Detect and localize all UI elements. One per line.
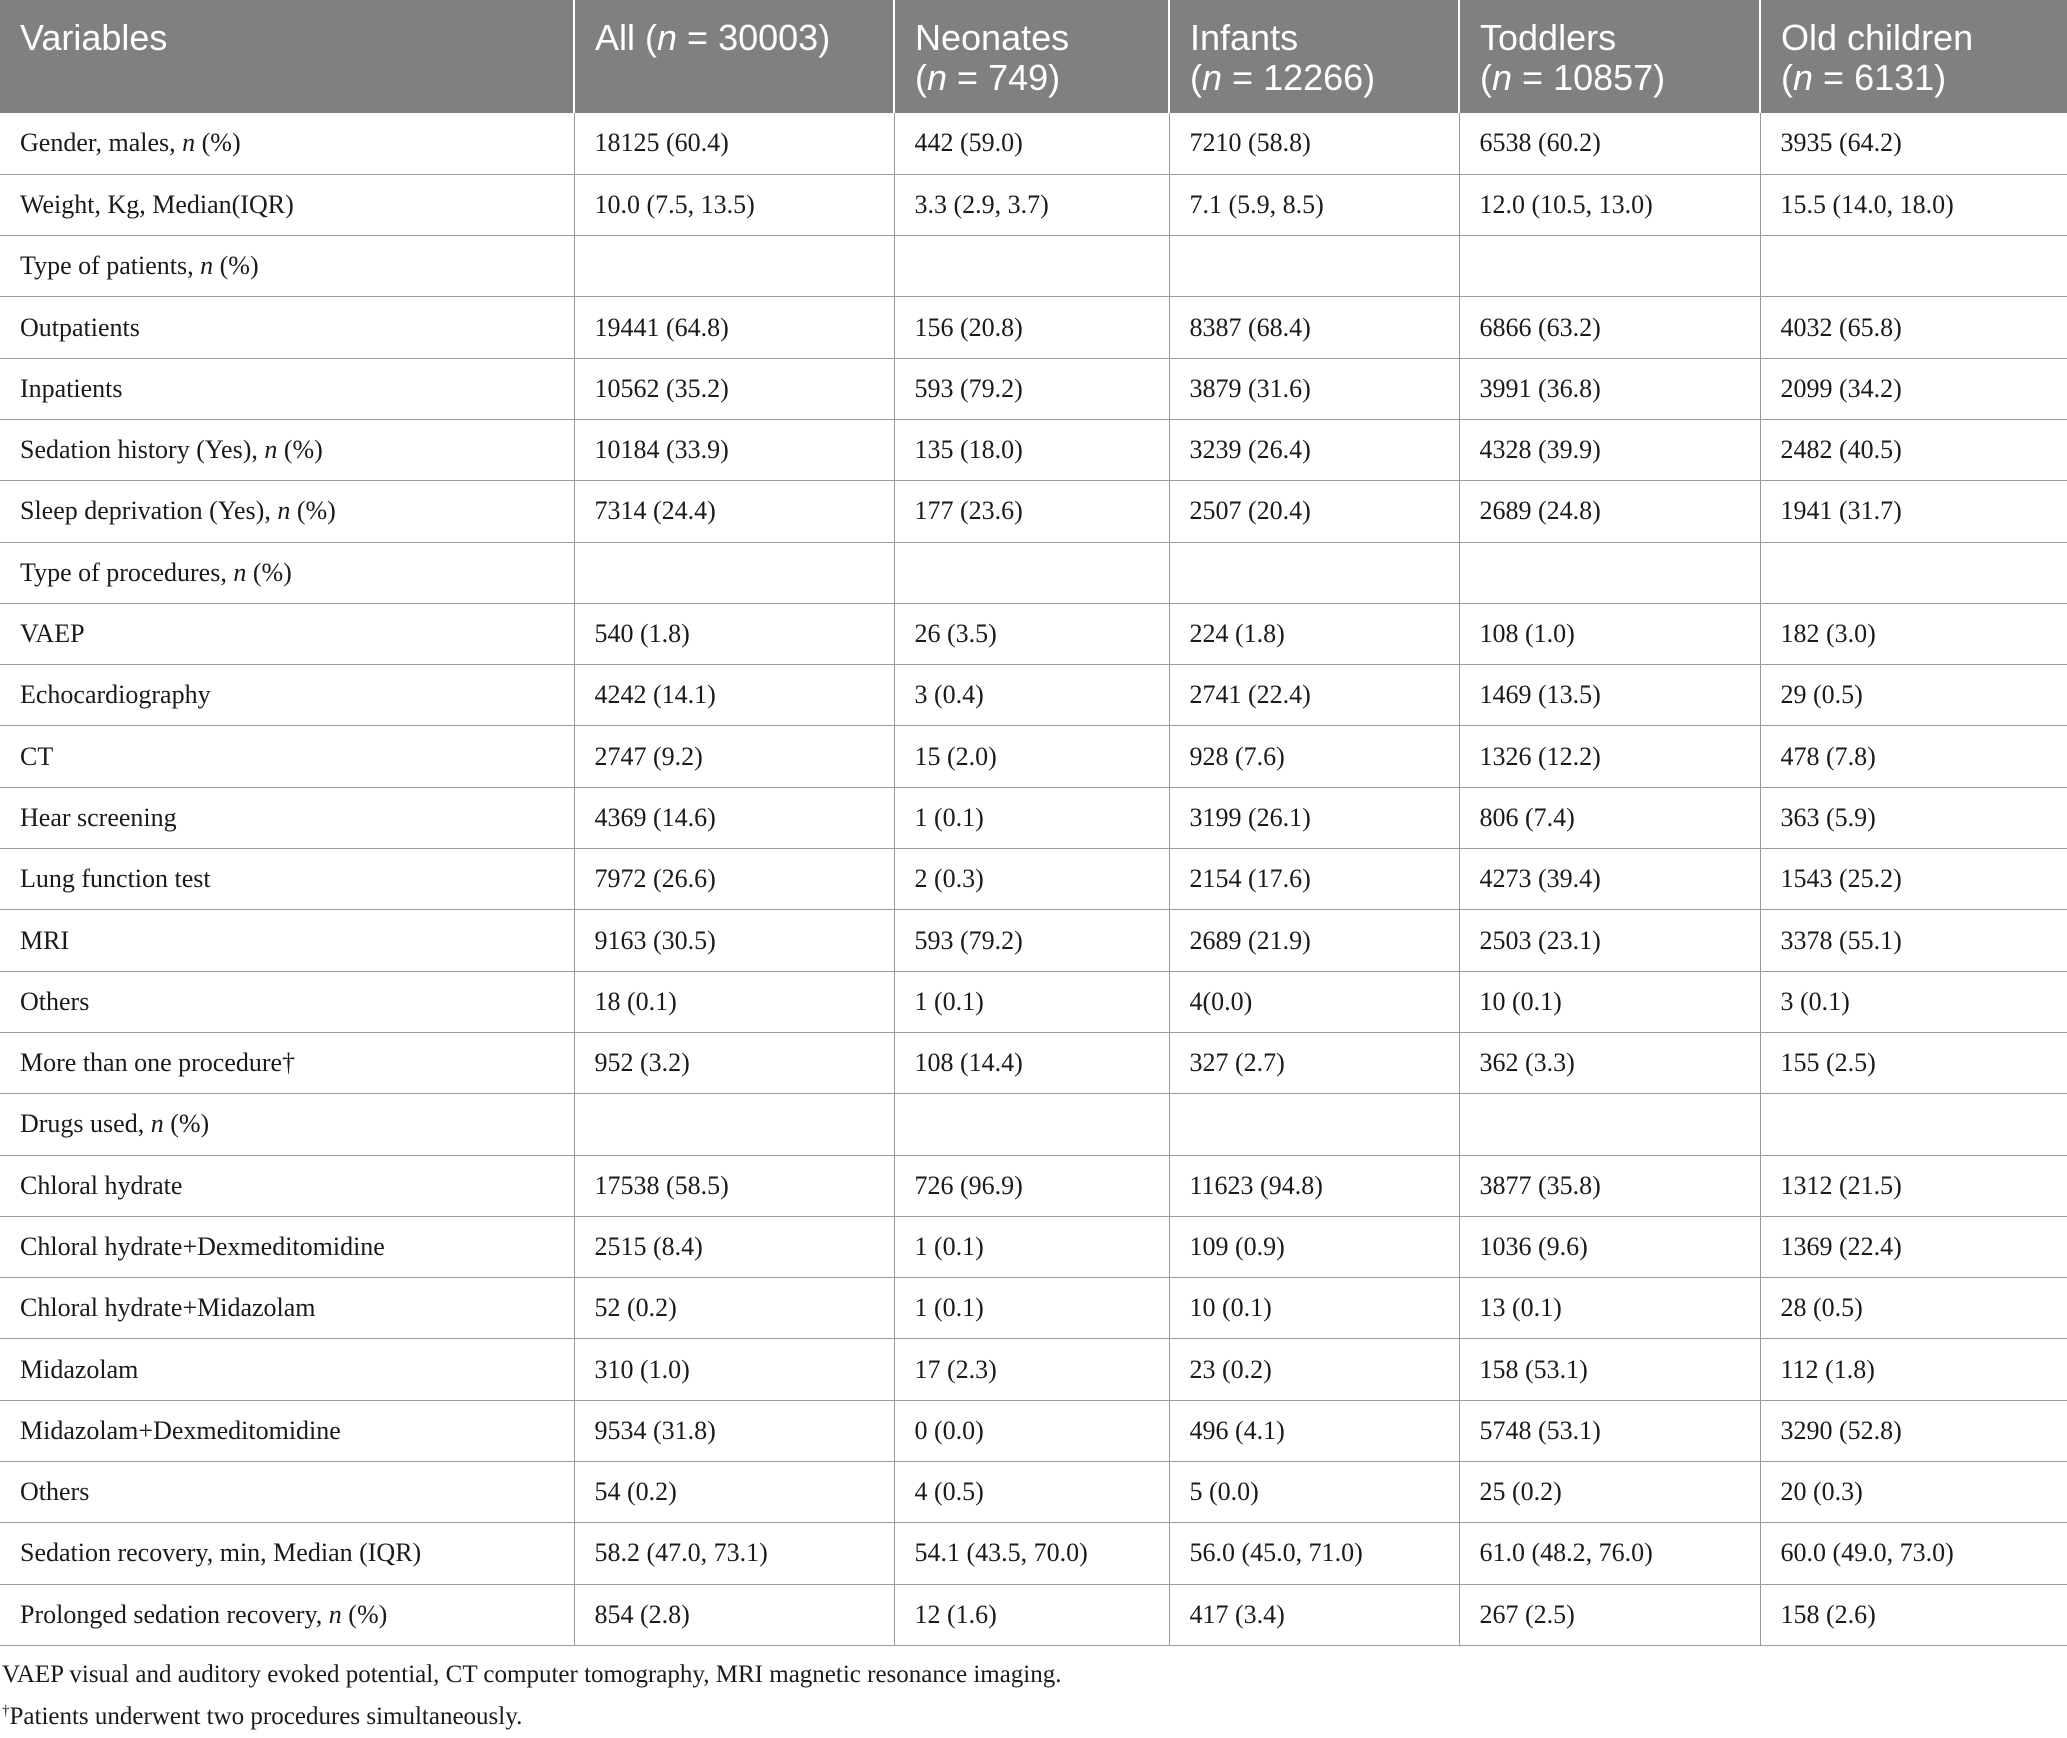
- table-cell: 2747 (9.2): [574, 726, 894, 787]
- table-cell: 726 (96.9): [894, 1155, 1169, 1216]
- table-cell: 158 (53.1): [1459, 1339, 1760, 1400]
- table-cell: 9163 (30.5): [574, 910, 894, 971]
- table-cell: [894, 1094, 1169, 1155]
- row-label-suffix: (%): [341, 1599, 388, 1629]
- table-cell: [1169, 1094, 1459, 1155]
- row-label-text: Sedation history (Yes),: [20, 435, 265, 465]
- table-cell: 2689 (24.8): [1459, 481, 1760, 542]
- column-header-label: Variables: [20, 17, 168, 58]
- row-label: [0, 358, 574, 419]
- table-cell: 52 (0.2): [574, 1278, 894, 1339]
- row-label-suffix: (%): [163, 1109, 210, 1139]
- table-cell: 1 (0.1): [894, 971, 1169, 1032]
- table-cell: 478 (7.8): [1760, 726, 2067, 787]
- table-cell: 1 (0.1): [894, 1278, 1169, 1339]
- table-cell: 26 (3.5): [894, 603, 1169, 664]
- table-cell: [894, 236, 1169, 297]
- table-cell: 56.0 (45.0, 71.0): [1169, 1523, 1459, 1584]
- table-cell: 20 (0.3): [1760, 1462, 2067, 1523]
- table-cell: 3.3 (2.9, 3.7): [894, 174, 1169, 235]
- row-label: Drugs used, n (%): [0, 1094, 574, 1155]
- row-label: [0, 1155, 574, 1216]
- table-cell: 19441 (64.8): [574, 297, 894, 358]
- row-label: [0, 726, 574, 787]
- table-row: [0, 726, 2067, 787]
- dagger-mark: †: [2, 1703, 10, 1719]
- table-cell: 7.1 (5.9, 8.5): [1169, 174, 1459, 235]
- table-row: [0, 1462, 2067, 1523]
- row-label-text: Chloral hydrate+Dexmeditomidine: [20, 1231, 385, 1261]
- table-cell: 108 (14.4): [894, 1032, 1169, 1093]
- table-cell: 17538 (58.5): [574, 1155, 894, 1216]
- table-cell: 5 (0.0): [1169, 1462, 1459, 1523]
- table-row: [0, 1339, 2067, 1400]
- row-label: Gender, males, n (%): [0, 113, 574, 174]
- table-cell: 155 (2.5): [1760, 1032, 2067, 1093]
- table-cell: 12 (1.6): [894, 1584, 1169, 1645]
- row-label-text: CT: [20, 741, 54, 771]
- row-label-text: Type of patients,: [20, 251, 201, 281]
- table-cell: 2099 (34.2): [1760, 358, 2067, 419]
- table-row: [0, 113, 2067, 174]
- table-cell: 182 (3.0): [1760, 603, 2067, 664]
- row-label-text: VAEP: [20, 619, 85, 649]
- table-row: [0, 1523, 2067, 1584]
- row-label-text: Prolonged sedation recovery,: [20, 1599, 329, 1629]
- table-cell: 593 (79.2): [894, 910, 1169, 971]
- table-cell: 1326 (12.2): [1459, 726, 1760, 787]
- table-cell: 2 (0.3): [894, 849, 1169, 910]
- row-label: [0, 1032, 574, 1093]
- table-cell: 108 (1.0): [1459, 603, 1760, 664]
- table-cell: 29 (0.5): [1760, 665, 2067, 726]
- dagger-note: [2, 1693, 1062, 1735]
- table-cell: 10.0 (7.5, 13.5): [574, 174, 894, 235]
- table-cell: 2689 (21.9): [1169, 910, 1459, 971]
- table-header-row: [0, 0, 2067, 113]
- table-cell: 4(0.0): [1169, 971, 1459, 1032]
- abbreviations-note: VAEP visual and auditory evoked potential, CT computer tomography, MRI magnetic resonance imaging.: [2, 1661, 1062, 1688]
- table-cell: 4273 (39.4): [1459, 849, 1760, 910]
- row-label-text: Lung function test: [20, 864, 211, 894]
- table-row: [0, 481, 2067, 542]
- column-header: Old children (n = 6131): [1760, 0, 2067, 113]
- table-cell: 60.0 (49.0, 73.0): [1760, 1523, 2067, 1584]
- table-cell: 593 (79.2): [894, 358, 1169, 419]
- row-label-text: Outpatients: [20, 312, 140, 342]
- dagger-note-text: Patients underwent two procedures simultaneously.: [9, 1703, 523, 1730]
- table-cell: 417 (3.4): [1169, 1584, 1459, 1645]
- table-row: [0, 910, 2067, 971]
- table-cell: 23 (0.2): [1169, 1339, 1459, 1400]
- row-label-suffix: (%): [195, 128, 241, 158]
- table-cell: 8387 (68.4): [1169, 297, 1459, 358]
- table-cell: 3879 (31.6): [1169, 358, 1459, 419]
- column-header-label: Old children: [1781, 17, 1974, 58]
- table-cell: [574, 542, 894, 603]
- column-header-label: Neonates: [915, 17, 1070, 58]
- row-label: [0, 297, 574, 358]
- table-cell: 4 (0.5): [894, 1462, 1169, 1523]
- column-header-label: Infants: [1190, 17, 1299, 58]
- table-cell: 58.2 (47.0, 73.1): [574, 1523, 894, 1584]
- row-label: [0, 1400, 574, 1461]
- row-label: [0, 787, 574, 848]
- row-label: [0, 665, 574, 726]
- table-cell: 3991 (36.8): [1459, 358, 1760, 419]
- table-cell: 1036 (9.6): [1459, 1216, 1760, 1277]
- table-cell: 10562 (35.2): [574, 358, 894, 419]
- table-row: [0, 1094, 2067, 1155]
- table-cell: 7314 (24.4): [574, 481, 894, 542]
- table-cell: 3877 (35.8): [1459, 1155, 1760, 1216]
- table-row: [0, 1155, 2067, 1216]
- table-cell: 5748 (53.1): [1459, 1400, 1760, 1461]
- table-cell: 4032 (65.8): [1760, 297, 2067, 358]
- table-row: [0, 787, 2067, 848]
- row-label: [0, 849, 574, 910]
- table-cell: [574, 236, 894, 297]
- row-label: [0, 910, 574, 971]
- table-cell: 10 (0.1): [1169, 1278, 1459, 1339]
- row-label-text: Sedation recovery, min, Median (IQR): [20, 1538, 422, 1568]
- table-cell: 54.1 (43.5, 70.0): [894, 1523, 1169, 1584]
- table-row: [0, 1216, 2067, 1277]
- row-label-text: More than one procedure†: [20, 1048, 296, 1078]
- table-cell: 135 (18.0): [894, 419, 1169, 480]
- table-cell: 3239 (26.4): [1169, 419, 1459, 480]
- table-cell: 18 (0.1): [574, 971, 894, 1032]
- table-cell: [1169, 542, 1459, 603]
- table-cell: 540 (1.8): [574, 603, 894, 664]
- row-label-text: MRI: [20, 925, 70, 955]
- row-label: [0, 603, 574, 664]
- table-cell: 9534 (31.8): [574, 1400, 894, 1461]
- table-row: [0, 419, 2067, 480]
- row-label: [0, 971, 574, 1032]
- table-cell: 7972 (26.6): [574, 849, 894, 910]
- table-cell: 2507 (20.4): [1169, 481, 1459, 542]
- table-cell: 61.0 (48.2, 76.0): [1459, 1523, 1760, 1584]
- table-cell: 1 (0.1): [894, 787, 1169, 848]
- row-label-text: Others: [20, 1477, 90, 1507]
- table-cell: 3 (0.1): [1760, 971, 2067, 1032]
- row-label-suffix: (%): [290, 496, 336, 526]
- table-cell: 25 (0.2): [1459, 1462, 1760, 1523]
- table-cell: 363 (5.9): [1760, 787, 2067, 848]
- row-label-suffix: (%): [277, 435, 323, 465]
- table-cell: 28 (0.5): [1760, 1278, 2067, 1339]
- table-row: [0, 849, 2067, 910]
- row-label: Type of patients, n (%): [0, 236, 574, 297]
- table-row: [0, 1278, 2067, 1339]
- table-cell: 4369 (14.6): [574, 787, 894, 848]
- table-row: [0, 665, 2067, 726]
- table-cell: [1760, 236, 2067, 297]
- table-cell: [1169, 236, 1459, 297]
- table-cell: 1543 (25.2): [1760, 849, 2067, 910]
- row-label-suffix: (%): [213, 251, 259, 281]
- table-cell: 224 (1.8): [1169, 603, 1459, 664]
- row-label-text: Sleep deprivation (Yes),: [20, 496, 278, 526]
- row-label-text: Echocardiography: [20, 680, 211, 710]
- table-cell: 2154 (17.6): [1169, 849, 1459, 910]
- table-cell: 3378 (55.1): [1760, 910, 2067, 971]
- table-cell: 2503 (23.1): [1459, 910, 1760, 971]
- column-header: All (n = 30003): [574, 0, 894, 113]
- table-cell: [894, 542, 1169, 603]
- row-label-text: Type of procedures,: [20, 557, 234, 587]
- table-cell: 0 (0.0): [894, 1400, 1169, 1461]
- table-cell: 3290 (52.8): [1760, 1400, 2067, 1461]
- table-cell: [1459, 236, 1760, 297]
- table-cell: 854 (2.8): [574, 1584, 894, 1645]
- table-cell: [1459, 1094, 1760, 1155]
- table-row: [0, 542, 2067, 603]
- row-label: [0, 1523, 574, 1584]
- table-cell: 4328 (39.9): [1459, 419, 1760, 480]
- table-cell: 1 (0.1): [894, 1216, 1169, 1277]
- table-row: [0, 971, 2067, 1032]
- row-label-text: Midazolam: [20, 1354, 139, 1384]
- table-cell: 496 (4.1): [1169, 1400, 1459, 1461]
- column-header: Toddlers (n = 10857): [1459, 0, 1760, 113]
- row-label: [0, 1216, 574, 1277]
- table-cell: 18125 (60.4): [574, 113, 894, 174]
- row-label: Prolonged sedation recovery, n (%): [0, 1584, 574, 1645]
- row-label-text: Weight, Kg, Median(IQR): [20, 189, 294, 219]
- table-cell: 156 (20.8): [894, 297, 1169, 358]
- table-cell: 15.5 (14.0, 18.0): [1760, 174, 2067, 235]
- table-cell: 806 (7.4): [1459, 787, 1760, 848]
- table-row: [0, 1400, 2067, 1461]
- table-row: [0, 1032, 2067, 1093]
- table-cell: 10 (0.1): [1459, 971, 1760, 1032]
- table-cell: 11623 (94.8): [1169, 1155, 1459, 1216]
- column-header: [0, 0, 574, 113]
- table-cell: 267 (2.5): [1459, 1584, 1760, 1645]
- table-cell: 112 (1.8): [1760, 1339, 2067, 1400]
- table-cell: 13 (0.1): [1459, 1278, 1760, 1339]
- table-cell: 310 (1.0): [574, 1339, 894, 1400]
- table-cell: 2482 (40.5): [1760, 419, 2067, 480]
- row-label: [0, 1339, 574, 1400]
- table-footnotes: [0, 1656, 1062, 1735]
- column-header-count: 749: [988, 57, 1049, 98]
- table-cell: 928 (7.6): [1169, 726, 1459, 787]
- table-cell: 1369 (22.4): [1760, 1216, 2067, 1277]
- row-label-suffix: (%): [246, 557, 292, 587]
- table-cell: 158 (2.6): [1760, 1584, 2067, 1645]
- table-cell: [1760, 542, 2067, 603]
- table-cell: 177 (23.6): [894, 481, 1169, 542]
- table-cell: 362 (3.3): [1459, 1032, 1760, 1093]
- row-label: [0, 1278, 574, 1339]
- table-row: [0, 174, 2067, 235]
- table-row: [0, 358, 2067, 419]
- table-cell: 15 (2.0): [894, 726, 1169, 787]
- table-cell: 3935 (64.2): [1760, 113, 2067, 174]
- row-label-text: Gender, males,: [20, 128, 183, 158]
- table-row: [0, 1584, 2067, 1645]
- row-label: [0, 174, 574, 235]
- table-cell: 6866 (63.2): [1459, 297, 1760, 358]
- row-label-text: Others: [20, 986, 90, 1016]
- table-cell: [574, 1094, 894, 1155]
- table-cell: 952 (3.2): [574, 1032, 894, 1093]
- table-cell: 17 (2.3): [894, 1339, 1169, 1400]
- row-label: Type of procedures, n (%): [0, 542, 574, 603]
- table-cell: 1469 (13.5): [1459, 665, 1760, 726]
- row-label-text: Inpatients: [20, 373, 123, 403]
- table-cell: 54 (0.2): [574, 1462, 894, 1523]
- row-label-text: Hear screening: [20, 802, 177, 832]
- table-cell: 2741 (22.4): [1169, 665, 1459, 726]
- table-cell: 12.0 (10.5, 13.0): [1459, 174, 1760, 235]
- column-header-label: Toddlers: [1480, 17, 1617, 58]
- row-label: [0, 1462, 574, 1523]
- table-cell: 3 (0.4): [894, 665, 1169, 726]
- column-header-count: 12266: [1263, 57, 1364, 98]
- row-label: Sleep deprivation (Yes), n (%): [0, 481, 574, 542]
- table-cell: 1312 (21.5): [1760, 1155, 2067, 1216]
- table-cell: [1459, 542, 1760, 603]
- row-label-text: Chloral hydrate: [20, 1170, 183, 1200]
- table-cell: 1941 (31.7): [1760, 481, 2067, 542]
- row-label-text: Midazolam+Dexmeditomidine: [20, 1415, 341, 1445]
- column-header: Neonates (n = 749): [894, 0, 1169, 113]
- table-cell: 442 (59.0): [894, 113, 1169, 174]
- table-cell: 2515 (8.4): [574, 1216, 894, 1277]
- table-body: [0, 113, 2067, 1645]
- row-label: Sedation history (Yes), n (%): [0, 419, 574, 480]
- table-cell: 4242 (14.1): [574, 665, 894, 726]
- table-row: [0, 236, 2067, 297]
- table-row: [0, 297, 2067, 358]
- table-cell: 109 (0.9): [1169, 1216, 1459, 1277]
- row-label-text: Chloral hydrate+Midazolam: [20, 1293, 316, 1323]
- table-row: [0, 603, 2067, 664]
- table-cell: [1760, 1094, 2067, 1155]
- column-header-count: 10857: [1553, 57, 1654, 98]
- row-label-text: Drugs used,: [20, 1109, 151, 1139]
- column-header-label: All: [595, 17, 636, 58]
- table-cell: 10184 (33.9): [574, 419, 894, 480]
- table-cell: 3199 (26.1): [1169, 787, 1459, 848]
- table-cell: 327 (2.7): [1169, 1032, 1459, 1093]
- table-cell: 7210 (58.8): [1169, 113, 1459, 174]
- column-header: Infants (n = 12266): [1169, 0, 1459, 113]
- table-cell: 6538 (60.2): [1459, 113, 1760, 174]
- column-header-count: 30003: [718, 17, 819, 58]
- column-header-count: 6131: [1854, 57, 1935, 98]
